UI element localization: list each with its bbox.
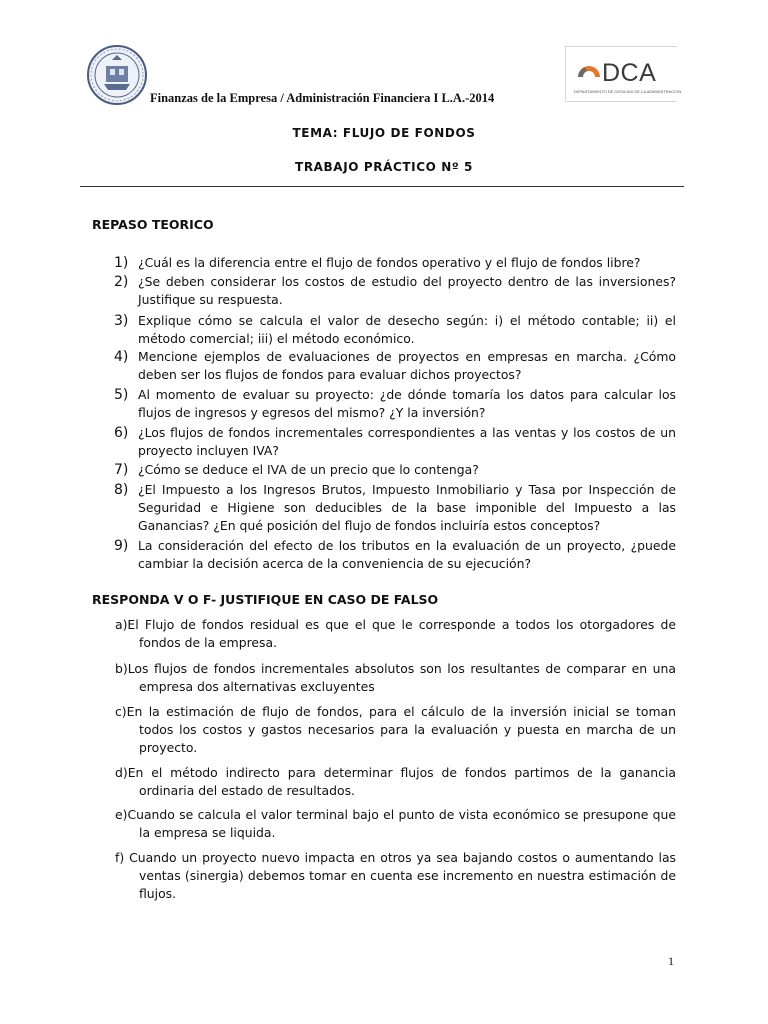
question-number: 5) xyxy=(114,387,129,403)
question-text: ¿Cómo se deduce el IVA de un precio que lo contenga? xyxy=(138,462,479,477)
page-number: 1 xyxy=(668,954,674,968)
question-item xyxy=(114,537,676,573)
question-text: ¿Los flujos de fondos incrementales correspondientes a las ventas y los costos de un proyecto incluyen IVA? xyxy=(138,425,676,458)
question-item xyxy=(114,348,676,384)
dca-logo-text: DCA xyxy=(602,59,657,87)
vf-item-text: f) Cuando un proyecto nuevo impacta en otros ya sea bajando costos o aumentando las ventas (sinergia) debemos tomar en cuenta ese incremento en nuestra estimación de flujos. xyxy=(115,850,676,901)
question-number: 2) xyxy=(114,274,129,290)
vf-item xyxy=(115,806,676,842)
question-text: ¿El Impuesto a los Ingresos Brutos, Impuesto Inmobiliario y Tasa por Inspección de Seguridad e Higiene son deducibles de la base imponible del Impuesto a las Ganancias? ¿En qué posición del flujo de fondos incluiría estos conceptos? xyxy=(138,482,676,533)
question-text: Explique cómo se calcula el valor de desecho según: i) el método contable; ii) el método comercial; iii) el método económico. xyxy=(138,313,676,346)
question-text: Mencione ejemplos de evaluaciones de proyectos en empresas en marcha. ¿Cómo deben ser los flujos de fondos para evaluar dichos proyectos? xyxy=(138,349,676,382)
repaso-heading: REPASO TEORICO xyxy=(92,217,214,232)
question-number: 8) xyxy=(114,482,129,498)
vf-item-text: c)En la estimación de flujo de fondos, para el cálculo de la inversión inicial se toman todos los costos y gastos necesarios para la evaluación y puesta en marcha de un proyecto. xyxy=(115,704,676,755)
course-line: Finanzas de la Empresa / Administración Financiera I L.A.-2014 xyxy=(150,91,495,105)
university-seal-logo xyxy=(86,44,148,106)
question-item xyxy=(114,461,676,479)
question-number: 3) xyxy=(114,313,129,329)
vf-item xyxy=(115,703,676,757)
question-number: 6) xyxy=(114,425,129,441)
vf-item-text: b)Los flujos de fondos incrementales absolutos son los resultantes de comparar en una empresa dos alternativas excluyentes xyxy=(115,661,676,694)
vf-item xyxy=(115,764,676,800)
question-text: ¿Cuál es la diferencia entre el flujo de fondos operativo y el flujo de fondos libre? xyxy=(138,255,641,270)
dca-logo-subtext: DEPARTAMENTO DE CIENCIAS DE LA ADMINISTRACION xyxy=(574,89,682,94)
dca-logo xyxy=(565,46,682,102)
trabajo-title: TRABAJO PRÁCTICO Nº 5 xyxy=(295,160,473,174)
dca-arc-icon xyxy=(576,59,602,79)
vf-item-text: e)Cuando se calcula el valor terminal bajo el punto de vista económico se presupone que la empresa se liquida. xyxy=(115,807,676,840)
question-number: 1) xyxy=(114,255,129,271)
question-item xyxy=(114,273,676,309)
question-text: ¿Se deben considerar los costos de estudio del proyecto dentro de las inversiones? Justifique su respuesta. xyxy=(138,274,676,307)
question-item xyxy=(114,481,676,535)
vf-item xyxy=(115,660,676,696)
question-number: 9) xyxy=(114,538,129,554)
question-item xyxy=(114,254,676,272)
question-text: Al momento de evaluar su proyecto: ¿de dónde tomaría los datos para calcular los flujos de ingresos y egresos del mismo? ¿Y la inversión? xyxy=(138,387,676,420)
question-item xyxy=(114,386,676,422)
vf-item-text: a)El Flujo de fondos residual es que el que le corresponde a todos los otorgadores de fondos de la empresa. xyxy=(115,617,676,650)
question-item xyxy=(114,312,676,348)
vf-item-text: d)En el método indirecto para determinar flujos de fondos partimos de la ganancia ordinaria del estado de resultados. xyxy=(115,765,676,798)
question-number: 7) xyxy=(114,462,129,478)
tema-title: TEMA: FLUJO DE FONDOS xyxy=(292,126,476,140)
vf-item xyxy=(115,616,676,652)
question-number: 4) xyxy=(114,349,129,365)
header-divider xyxy=(80,186,684,187)
vf-item xyxy=(115,849,676,903)
question-item xyxy=(114,424,676,460)
vf-heading: RESPONDA V O F- JUSTIFIQUE EN CASO DE FALSO xyxy=(92,592,439,607)
question-text: La consideración del efecto de los tributos en la evaluación de un proyecto, ¿puede cambiar la decisión acerca de la conveniencia de su ejecución? xyxy=(138,538,676,571)
